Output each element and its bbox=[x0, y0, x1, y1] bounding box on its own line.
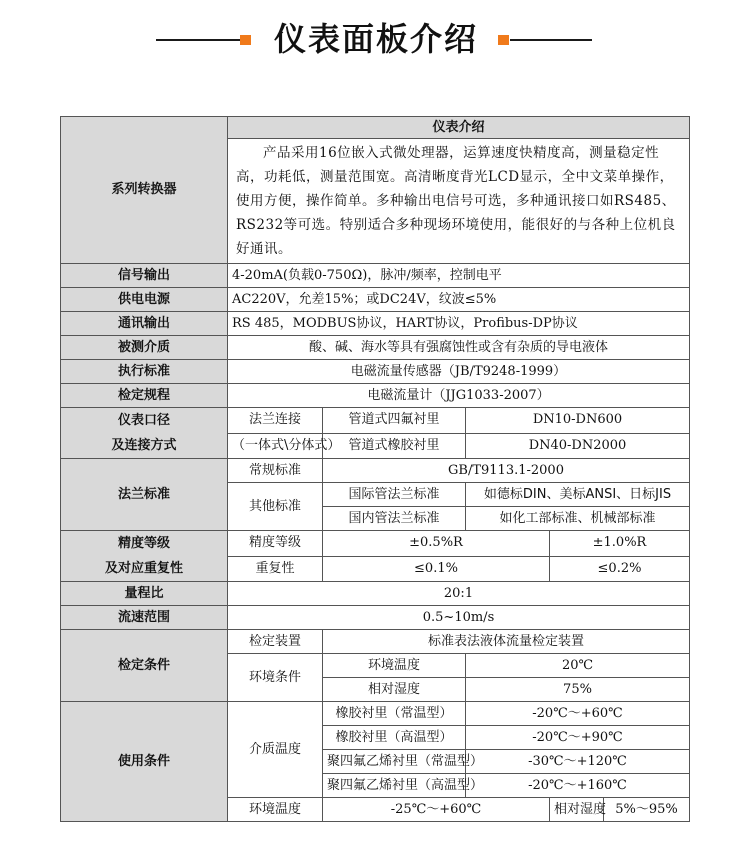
flange-connection: 法兰连接 bbox=[228, 408, 323, 434]
repeatability-value-a: ≤0.1% bbox=[323, 556, 550, 582]
accuracy-value-b: ±1.0%R bbox=[550, 531, 690, 557]
power-supply-value: AC220V，允差15%；或DC24V，纹波≤5% bbox=[228, 288, 690, 312]
exec-standard-label: 执行标准 bbox=[61, 360, 228, 384]
caliber-label-line-1: 仪表口径 bbox=[117, 413, 170, 428]
ptfe-lining-high: 聚四氟乙烯衬里（高温型） bbox=[323, 774, 466, 798]
intro-title: 仪表介绍 bbox=[228, 117, 690, 139]
comm-output-label: 通讯输出 bbox=[61, 312, 228, 336]
title-left-marker bbox=[240, 35, 251, 45]
domestic-flange-standard: 国内管法兰标准 bbox=[323, 507, 466, 531]
accuracy-label-line-1: 精度等级 bbox=[117, 536, 170, 551]
use-conditions-label: 使用条件 bbox=[61, 702, 228, 822]
signal-output-value: 4-20mA(负载0-750Ω)，脉冲/频率，控制电平 bbox=[228, 264, 690, 288]
ptfe-lining-high-value: -20℃～+160℃ bbox=[466, 774, 690, 798]
title-right-marker bbox=[498, 35, 509, 45]
environment-temperature-value: 20℃ bbox=[466, 654, 690, 678]
intl-flange-standard-value: 如德标DIN、美标ANSI、日标JIS bbox=[466, 483, 690, 507]
ptfe-lining-normal: 聚四氟乙烯衬里（常温型） bbox=[323, 750, 466, 774]
environment-conditions: 环境条件 bbox=[228, 654, 323, 702]
accuracy-class: 精度等级 bbox=[228, 531, 323, 557]
use-relative-humidity: 相对湿度 bbox=[550, 798, 604, 822]
verification-value: 电磁流量计（JJG1033-2007） bbox=[228, 384, 690, 408]
use-environment-temperature: 环境温度 bbox=[228, 798, 323, 822]
rubber-lining-high: 橡胶衬里（高温型） bbox=[323, 726, 466, 750]
rubber-lining: 管道式橡胶衬里 bbox=[323, 433, 466, 459]
accuracy-label bbox=[61, 531, 228, 582]
normal-standard-value: GB/T9113.1-2000 bbox=[323, 459, 690, 483]
ptfe-lining: 管道式四氟衬里 bbox=[323, 408, 466, 434]
use-relative-humidity-value: 5%～95% bbox=[604, 798, 690, 822]
normal-standard: 常规标准 bbox=[228, 459, 323, 483]
relative-humidity: 相对湿度 bbox=[323, 678, 466, 702]
title-left-rule bbox=[156, 39, 240, 41]
rubber-lining-normal: 橡胶衬里（常温型） bbox=[323, 702, 466, 726]
relative-humidity-value: 75% bbox=[466, 678, 690, 702]
caliber-label-line-2: 及连接方式 bbox=[111, 438, 177, 453]
other-standard: 其他标准 bbox=[228, 483, 323, 531]
rubber-lining-high-value: -20℃～+90℃ bbox=[466, 726, 690, 750]
use-environment-temperature-value: -25℃～+60℃ bbox=[323, 798, 550, 822]
rubber-range: DN40-DN2000 bbox=[466, 433, 690, 459]
repeatability-value-b: ≤0.2% bbox=[550, 556, 690, 582]
ptfe-range: DN10-DN600 bbox=[466, 408, 690, 434]
rubber-lining-normal-value: -20℃～+60℃ bbox=[466, 702, 690, 726]
flange-standard-label: 法兰标准 bbox=[61, 459, 228, 531]
verification-label: 检定规程 bbox=[61, 384, 228, 408]
power-supply-label: 供电电源 bbox=[61, 288, 228, 312]
accuracy-value-a: ±0.5%R bbox=[323, 531, 550, 557]
title-right-rule bbox=[510, 39, 592, 41]
calibration-device-value: 标准表法液体流量检定装置 bbox=[323, 630, 690, 654]
series-converter-label: 系列转换器 bbox=[61, 117, 228, 264]
flange-connection-type: （一体式\分体式） bbox=[228, 433, 323, 459]
range-ratio-label: 量程比 bbox=[61, 582, 228, 606]
signal-output-label: 信号输出 bbox=[61, 264, 228, 288]
medium-value: 酸、碱、海水等具有强腐蚀性或含有杂质的导电液体 bbox=[228, 336, 690, 360]
repeatability: 重复性 bbox=[228, 556, 323, 582]
intl-flange-standard: 国际管法兰标准 bbox=[323, 483, 466, 507]
range-ratio-value: 20:1 bbox=[228, 582, 690, 606]
caliber-label bbox=[61, 408, 228, 459]
domestic-flange-standard-value: 如化工部标准、机械部标准 bbox=[466, 507, 690, 531]
spec-table bbox=[60, 116, 690, 822]
page-title: 仪表面板介绍 bbox=[273, 20, 478, 58]
comm-output-value: RS 485，MODBUS协议，HART协议，Profibus-DP协议 bbox=[228, 312, 690, 336]
accuracy-label-line-2: 及对应重复性 bbox=[104, 561, 183, 576]
environment-temperature: 环境温度 bbox=[323, 654, 466, 678]
intro-text: 产品采用16位嵌入式微处理器，运算速度快精度高，测量稳定性高，功耗低，测量范围宽。高清晰度背光LCD显示，全中文菜单操作，使用方便，操作简单。多种输出电信号可选，多种通讯接口如RS485、RS232等可选。特别适合多种现场环境使用，能很好的与各种上位机良好通讯。 bbox=[228, 139, 690, 264]
calibration-device: 检定装置 bbox=[228, 630, 323, 654]
velocity-range-label: 流速范围 bbox=[61, 606, 228, 630]
exec-standard-value: 电磁流量传感器（JB/T9248-1999） bbox=[228, 360, 690, 384]
page-header bbox=[0, 0, 750, 80]
ptfe-lining-normal-value: -30℃～+120℃ bbox=[466, 750, 690, 774]
calibration-conditions-label: 检定条件 bbox=[61, 630, 228, 702]
velocity-range-value: 0.5~10m/s bbox=[228, 606, 690, 630]
medium-label: 被测介质 bbox=[61, 336, 228, 360]
medium-temperature: 介质温度 bbox=[228, 702, 323, 798]
